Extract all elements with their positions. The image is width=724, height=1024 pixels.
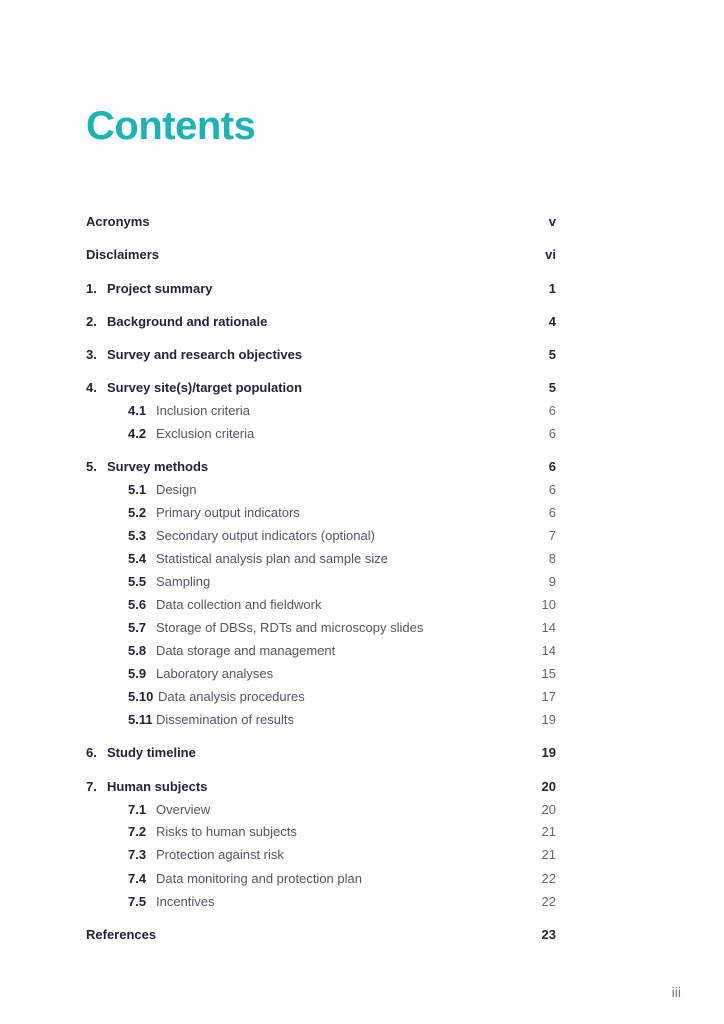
page-number: iii	[671, 984, 681, 1000]
toc-entry-number: 1.	[86, 281, 97, 296]
toc-entry-5-1[interactable]	[86, 480, 556, 500]
toc-entry-label: Inclusion criteria	[156, 403, 250, 418]
toc-entry-5-7[interactable]	[86, 618, 556, 638]
toc-entry-page: 10	[541, 597, 556, 612]
toc-entry-page: 14	[541, 620, 556, 635]
toc-entry-7-1[interactable]	[86, 800, 556, 820]
toc-entry-label: Protection against risk	[156, 847, 284, 862]
toc-entry-label: Survey and research objectives	[107, 347, 303, 362]
toc-entry-4-1[interactable]	[86, 401, 556, 421]
toc-entry-7-3[interactable]	[86, 845, 556, 865]
toc-entry-section-4[interactable]	[86, 378, 556, 398]
toc-entry-label: Background and rationale	[107, 314, 268, 329]
toc-entry-page: 15	[541, 666, 556, 681]
toc-entry-label: Study timeline	[107, 745, 196, 760]
toc-entry-page: 23	[541, 927, 556, 942]
toc-entry-number: 5.7	[128, 620, 147, 635]
toc-entry-number: 4.	[86, 380, 97, 395]
toc-entry-number: 4.2	[128, 426, 147, 441]
toc-entry-label: Data analysis procedures	[158, 689, 305, 704]
toc-entry-label: Disclaimers	[86, 247, 159, 262]
toc-entry-page: 8	[548, 551, 556, 566]
toc-entry-label: Laboratory analyses	[156, 666, 274, 681]
toc-entry-number: 5.4	[128, 551, 147, 566]
toc-entry-7-5[interactable]	[86, 892, 556, 912]
toc-entry-label: Sampling	[156, 574, 211, 589]
toc-entry-label: Risks to human subjects	[156, 824, 297, 839]
toc-entry-page: v	[548, 214, 556, 229]
toc-entry-number: 5.5	[128, 574, 147, 589]
toc-entry-page: 22	[541, 894, 556, 909]
toc-entry-number: 7.3	[128, 847, 147, 862]
toc-entry-label: Primary output indicators	[156, 505, 300, 520]
toc-entry-section-7[interactable]	[86, 777, 556, 797]
toc-entry-label: Acronyms	[86, 214, 150, 229]
toc-entry-5-4[interactable]	[86, 549, 556, 569]
toc-entry-section-5[interactable]	[86, 457, 556, 477]
toc-entry-label: Survey site(s)/target population	[107, 380, 303, 395]
toc-entry-5-11[interactable]	[86, 710, 556, 730]
toc-entry-label: Secondary output indicators (optional)	[156, 528, 375, 543]
toc-entry-page: 9	[548, 574, 556, 589]
page-title: Contents	[86, 104, 256, 148]
toc-entry-number: 5.10	[128, 689, 154, 704]
toc-entry-number: 5.11	[128, 712, 153, 727]
toc-entry-label: Incentives	[156, 894, 215, 909]
toc-entry-number: 5.	[86, 459, 97, 474]
toc-entry-number: 6.	[86, 745, 97, 760]
toc-entry-5-6[interactable]	[86, 595, 556, 615]
toc-entry-page: 21	[541, 847, 556, 862]
toc-entry-number: 5.3	[128, 528, 147, 543]
toc-entry-page: 6	[548, 482, 556, 497]
toc-entry-number: 5.8	[128, 643, 147, 658]
toc-entry-number: 3.	[86, 347, 97, 362]
toc-entry-number: 7.2	[128, 824, 147, 839]
toc-entry-5-2[interactable]	[86, 503, 556, 523]
toc-entry-label: Project summary	[107, 281, 213, 296]
toc-entry-page: 6	[548, 426, 556, 441]
toc-entry-number: 5.9	[128, 666, 147, 681]
toc-entry-number: 7.4	[128, 871, 147, 886]
toc-entry-5-3[interactable]	[86, 526, 556, 546]
toc-entry-number: 7.	[86, 779, 97, 794]
toc-entry-label: Survey methods	[107, 459, 209, 474]
toc-entry-number: 2.	[86, 314, 97, 329]
toc-entry-5-9[interactable]	[86, 664, 556, 684]
toc-entry-page: 19	[541, 712, 556, 727]
toc-entry-page: 4	[548, 314, 556, 329]
toc-entry-page: 21	[541, 824, 556, 839]
toc-entry-page: 20	[541, 779, 556, 794]
toc-entry-page: 19	[541, 745, 556, 760]
toc-entry-page: 6	[548, 459, 556, 474]
toc-entry-references[interactable]	[86, 925, 556, 945]
toc-entry-label: Data monitoring and protection plan	[156, 871, 362, 886]
toc-entry-label: Human subjects	[107, 779, 208, 794]
toc-entry-acronyms[interactable]	[86, 212, 556, 232]
toc-entry-section-1[interactable]	[86, 279, 556, 299]
toc-entry-5-10[interactable]	[86, 687, 556, 707]
toc-entry-disclaimers[interactable]	[86, 245, 556, 265]
toc-entry-number: 4.1	[128, 403, 147, 418]
toc-entry-page: 14	[541, 643, 556, 658]
toc-entry-number: 5.1	[128, 482, 147, 497]
toc-entry-page: 6	[548, 403, 556, 418]
toc-entry-section-2[interactable]	[86, 312, 556, 332]
toc-entry-number: 5.2	[128, 505, 147, 520]
toc-entry-page: 6	[548, 505, 556, 520]
toc-entry-label: Dissemination of results	[156, 712, 294, 727]
toc-entry-label: Statistical analysis plan and sample size	[156, 551, 388, 566]
toc-entry-number: 7.1	[128, 802, 147, 817]
toc-entry-7-4[interactable]	[86, 869, 556, 889]
toc-entry-4-2[interactable]	[86, 424, 556, 444]
toc-entry-section-3[interactable]	[86, 345, 556, 365]
toc-entry-label: Exclusion criteria	[156, 426, 255, 441]
toc-entry-7-2[interactable]	[86, 822, 556, 842]
toc-entry-page: 5	[548, 380, 556, 395]
toc-entry-page: 1	[548, 281, 556, 296]
toc-entry-number: 7.5	[128, 894, 147, 909]
toc-entry-number: 5.6	[128, 597, 147, 612]
toc-entry-page: 20	[541, 802, 556, 817]
toc-entry-label: Design	[156, 482, 197, 497]
toc-entry-label: References	[86, 927, 157, 942]
toc-entry-label: Overview	[156, 802, 211, 817]
toc-entry-page: 5	[548, 347, 556, 362]
toc-entry-page: 17	[541, 689, 556, 704]
toc-entry-5-8[interactable]	[86, 641, 556, 661]
toc-entry-page: 22	[541, 871, 556, 886]
toc-entry-label: Data collection and fieldwork	[156, 597, 322, 612]
toc-entry-page: vi	[545, 247, 556, 262]
toc-entry-page: 7	[548, 528, 556, 543]
toc-entry-section-6[interactable]	[86, 743, 556, 763]
toc-entry-label: Data storage and management	[156, 643, 336, 658]
toc-entry-label: Storage of DBSs, RDTs and microscopy slides	[156, 620, 424, 635]
toc-entry-5-5[interactable]	[86, 572, 556, 592]
